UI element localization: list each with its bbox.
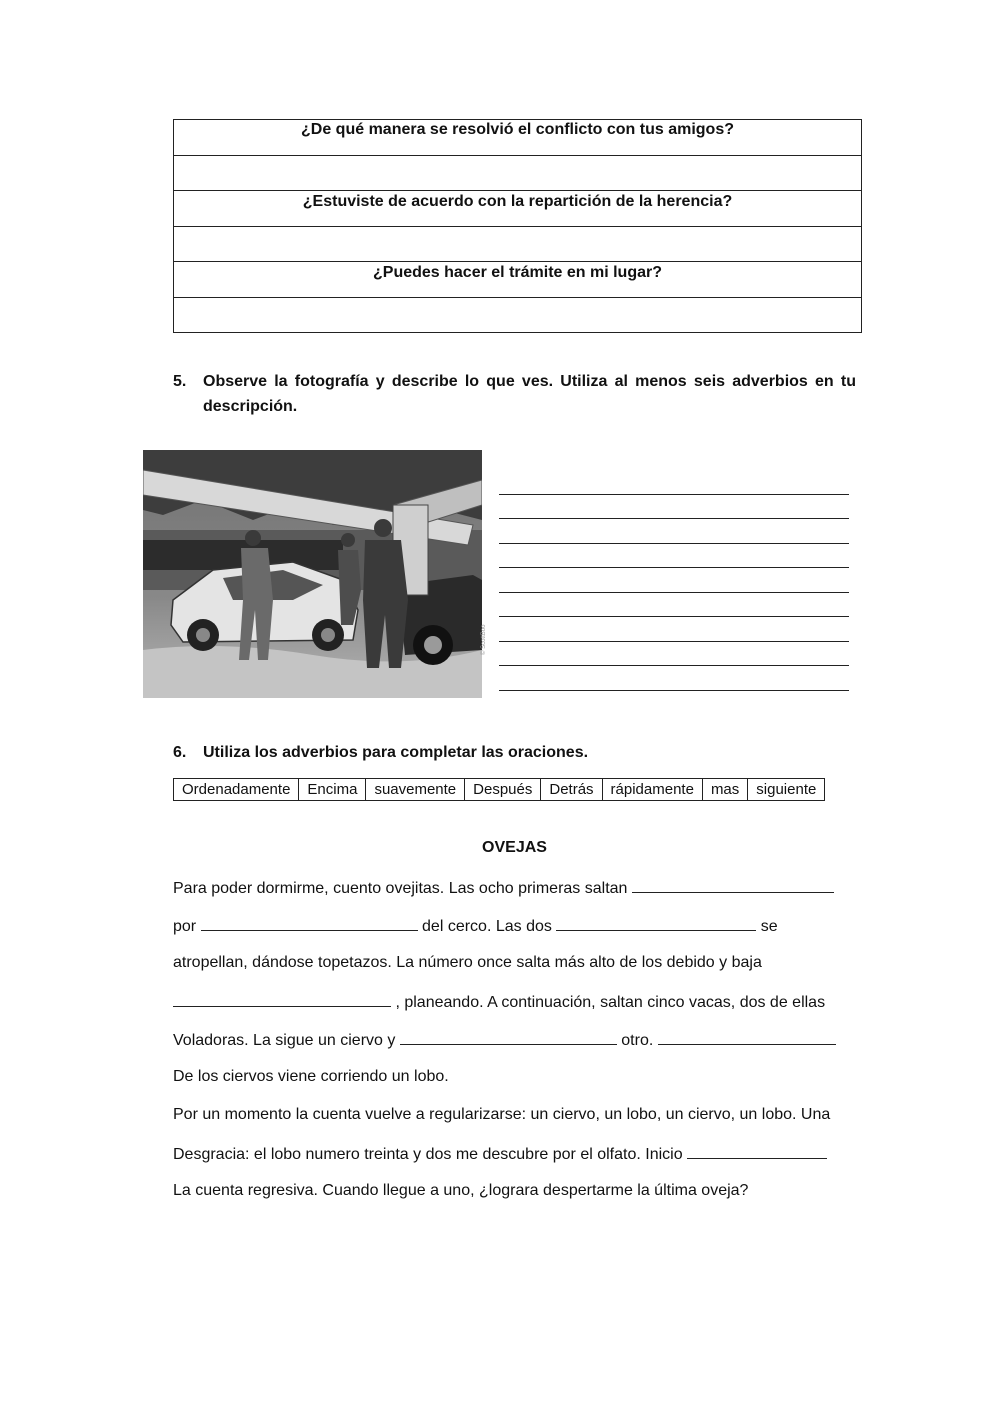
writing-line[interactable] <box>499 568 849 593</box>
fill-blank[interactable] <box>658 1028 836 1045</box>
section-6-instruction: Utiliza los adverbios para completar las oraciones. <box>203 744 589 761</box>
section-5-number: 5. <box>173 373 187 390</box>
story-text-segment: del cerco. Las dos <box>422 918 552 935</box>
word-bank-item: Encima <box>299 779 366 801</box>
section-5-instruction-line1: Observe la fotografía y describe lo que ves. Utiliza al menos seis adverbios en tu <box>203 373 856 390</box>
story-text-segment: Desgracia: el lobo numero treinta y dos me descubre por el olfato. Inicio <box>173 1146 683 1163</box>
photo-credit: © ScottBoo <box>481 624 487 655</box>
story-text-segment: otro. <box>621 1032 654 1049</box>
word-bank-item: mas <box>702 779 747 801</box>
writing-line[interactable] <box>499 519 849 544</box>
story-text-segment: La cuenta regresiva. Cuando llegue a uno, ¿lograra despertarme la última oveja? <box>173 1182 749 1199</box>
writing-line[interactable] <box>499 593 849 618</box>
section-6-number: 6. <box>173 744 187 761</box>
story-line <box>173 1142 857 1180</box>
question-3: ¿Puedes hacer el trámite en mi lugar? <box>174 262 862 298</box>
fill-blank[interactable] <box>556 914 756 931</box>
story-text-segment: Por un momento la cuenta vuelve a regularizarse: un ciervo, un lobo, un ciervo, un lobo. Una <box>173 1106 831 1123</box>
story-text-segment: , planeando. A continuación, saltan cinco vacas, dos de ellas <box>395 994 826 1011</box>
story-line <box>173 1066 857 1104</box>
adverb-word-bank <box>173 778 825 801</box>
story-line <box>173 952 857 990</box>
writing-line[interactable] <box>499 544 849 569</box>
answer-field-3[interactable] <box>174 298 862 333</box>
writing-line[interactable] <box>499 642 849 667</box>
word-bank-item: Ordenadamente <box>174 779 299 801</box>
word-bank-item: siguiente <box>748 779 825 801</box>
story-text <box>173 876 857 1218</box>
story-text-segment: atropellan, dándose topetazos. La número once salta más alto de los debido y baja <box>173 954 762 971</box>
word-bank-item: suavemente <box>366 779 465 801</box>
fill-blank[interactable] <box>400 1028 617 1045</box>
fill-blank[interactable] <box>201 914 418 931</box>
story-title: OVEJAS <box>482 839 547 856</box>
story-line <box>173 1028 857 1066</box>
story-text-segment: por <box>173 918 197 935</box>
story-line <box>173 876 857 914</box>
description-writing-lines[interactable] <box>499 470 849 691</box>
writing-line[interactable] <box>499 666 849 691</box>
story-line <box>173 990 857 1028</box>
story-text-segment: Para poder dormirme, cuento ovejitas. Las ocho primeras saltan <box>173 880 628 897</box>
story-line <box>173 1104 857 1142</box>
story-text-segment: Voladoras. La sigue un ciervo y <box>173 1032 396 1049</box>
section-6-heading <box>173 740 856 765</box>
writing-line[interactable] <box>499 495 849 520</box>
writing-line[interactable] <box>499 470 849 495</box>
word-bank-item: Detrás <box>541 779 602 801</box>
story-line <box>173 1180 857 1218</box>
fill-blank[interactable] <box>173 990 391 1007</box>
writing-line[interactable] <box>499 617 849 642</box>
word-bank-item: rápidamente <box>602 779 702 801</box>
answer-field-1[interactable] <box>174 156 862 191</box>
question-1: ¿De qué manera se resolvió el conflicto con tus amigos? <box>174 120 862 156</box>
story-text-segment: De los ciervos viene corriendo un lobo. <box>173 1068 449 1085</box>
questions-table <box>173 119 862 333</box>
accident-photo <box>143 450 482 698</box>
word-bank-item: Después <box>465 779 541 801</box>
question-2: ¿Estuviste de acuerdo con la repartición de la herencia? <box>174 191 862 227</box>
answer-field-2[interactable] <box>174 227 862 262</box>
fill-blank[interactable] <box>632 876 834 893</box>
section-5-instruction-line2: descripción. <box>203 398 298 415</box>
story-line <box>173 914 857 952</box>
story-text-segment: se <box>760 918 778 935</box>
fill-blank[interactable] <box>687 1142 827 1159</box>
section-5-heading <box>173 369 856 419</box>
